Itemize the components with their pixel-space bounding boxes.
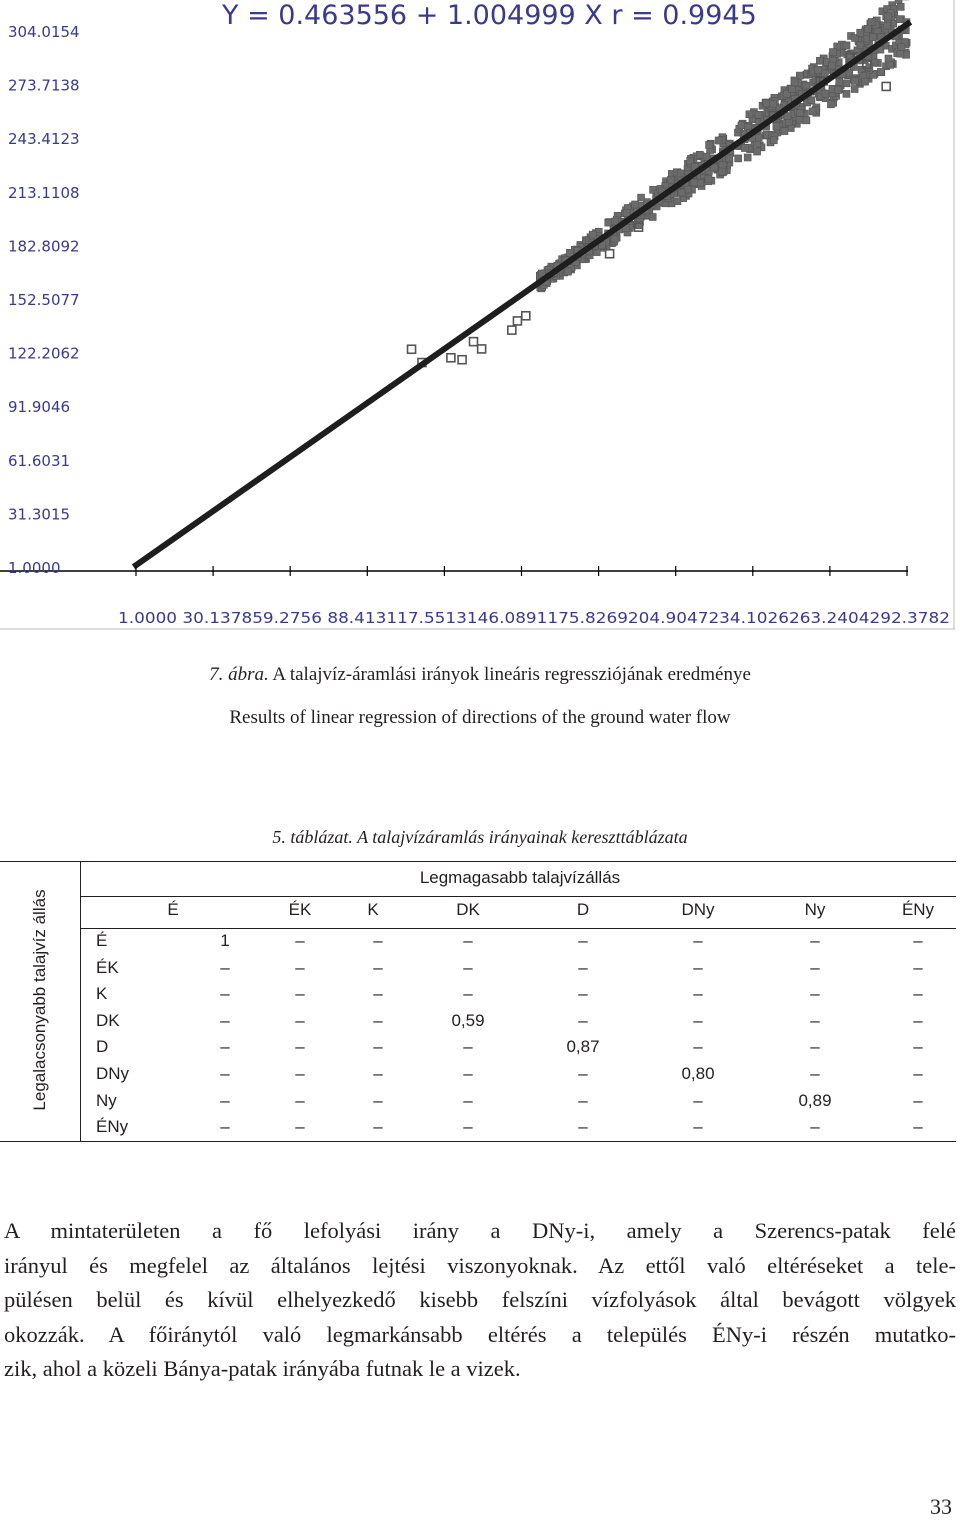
outlier-point: [522, 312, 530, 320]
table-cell: –: [373, 1010, 383, 1030]
table-title: 5. táblázat. A talajvízáramlás irányainak kereszttáblázata: [272, 827, 688, 847]
table-cell: –: [578, 1064, 588, 1083]
column-header: D: [576, 900, 590, 919]
y-tick-label: 273.7138: [8, 76, 80, 95]
y-tick-label: 152.5077: [8, 291, 80, 309]
data-point: [851, 85, 858, 92]
data-point: [836, 78, 843, 85]
regression-line-path: [136, 24, 908, 565]
data-point: [769, 100, 776, 107]
outlier-point: [478, 345, 486, 353]
y-tick-label: 31.3015: [8, 505, 71, 524]
column-header: É: [167, 900, 179, 919]
paragraph-line: pülésen belül és kívül elhelyezkedő kisebb felszíni vízfolyások által bevágott völgyek: [4, 1287, 956, 1312]
table-cell: –: [810, 931, 820, 950]
data-point: [843, 90, 850, 97]
table-cell: –: [373, 1064, 383, 1083]
paragraph-line: A mintaterületen a fő lefolyási irány a DNy-i, amely a Szerencs-patak felé: [4, 1218, 956, 1243]
table-cell: –: [810, 1010, 820, 1030]
table-cell: –: [373, 1090, 383, 1110]
data-point: [829, 49, 836, 56]
data-point: [887, 61, 894, 68]
data-point: [638, 194, 645, 201]
data-point: [797, 109, 804, 116]
table-cell: –: [463, 1064, 473, 1083]
data-point: [857, 29, 864, 36]
table-cell: –: [693, 957, 703, 977]
row-label: É: [96, 931, 108, 950]
row-label: DNy: [96, 1064, 130, 1083]
table-cell: –: [295, 984, 305, 1004]
outlier-point: [408, 345, 416, 353]
x-tick-labels-text: 1.0000 30.137859.2756 88.413117.5513146.0891175.8269204.9047234.1026263.2404292.3782: [118, 609, 950, 627]
data-point: [796, 116, 803, 123]
data-point: [773, 123, 780, 130]
outlier-point: [447, 354, 455, 362]
y-tick-label: 182.8092: [8, 237, 80, 256]
table-cell: –: [693, 1010, 703, 1030]
data-point: [816, 57, 823, 64]
data-point: [866, 64, 873, 71]
table-vertical-rule: [80, 862, 81, 1142]
data-point: [803, 117, 810, 124]
data-point: [677, 170, 684, 177]
data-point: [896, 16, 903, 23]
y-tick-label: 61.6031: [8, 451, 71, 470]
table-cell: –: [373, 984, 383, 1004]
table-cell: 1: [220, 931, 230, 950]
table-cell: –: [693, 984, 703, 1004]
table-cell: –: [295, 1090, 305, 1110]
outlier-point: [469, 338, 477, 346]
data-point: [755, 134, 762, 141]
y-tick-labels: [8, 23, 80, 577]
table-cell: –: [578, 1117, 588, 1137]
data-point: [862, 78, 869, 85]
table-cell: –: [220, 1037, 230, 1057]
chart-title: Y = 0.463556 + 1.004999 X r = 0.9945: [222, 0, 757, 31]
table-cell: –: [913, 957, 923, 977]
outlier-point: [513, 317, 521, 325]
table-cell: –: [463, 984, 473, 1004]
figure-caption-english: Results of linear regression of directions of the ground water flow: [229, 707, 731, 728]
table-cell: –: [373, 957, 383, 977]
table-cell: –: [220, 984, 230, 1004]
table-cell: 0,80: [681, 1064, 715, 1083]
data-point: [791, 79, 798, 86]
data-point: [706, 141, 713, 148]
data-point: [868, 18, 875, 25]
data-point: [808, 97, 815, 104]
outlier-point: [606, 250, 614, 258]
data-point: [843, 80, 850, 87]
data-point: [821, 70, 828, 77]
data-point: [846, 70, 853, 77]
data-point: [611, 236, 618, 243]
table-cell: –: [220, 1090, 230, 1110]
figure-caption-label: 7. ábra.: [209, 664, 269, 685]
table-cell: –: [220, 1117, 230, 1137]
table-cell: –: [810, 1117, 820, 1137]
table-cell: 0,87: [566, 1037, 600, 1057]
outlier-point: [508, 326, 516, 334]
table-cell: –: [810, 1064, 820, 1083]
table-header-rule: [80, 896, 956, 897]
data-point: [884, 22, 891, 29]
data-point: [703, 153, 710, 160]
data-point: [829, 62, 836, 69]
data-point: [822, 90, 829, 97]
regression-line: [136, 24, 908, 565]
data-point: [623, 210, 630, 217]
table-cell: –: [693, 1090, 703, 1110]
row-label: DK: [96, 1010, 120, 1030]
data-point: [719, 168, 726, 175]
y-tick-label: 243.4123: [8, 130, 80, 149]
data-point: [741, 145, 748, 152]
data-point: [715, 137, 722, 144]
table-cell: –: [693, 1117, 703, 1137]
table-cell: –: [578, 957, 588, 977]
y-tick-label: 91.9046: [8, 398, 71, 417]
column-header: DNy: [681, 900, 715, 919]
paragraph-line: zik, ahol a közeli Bánya-patak irányába futnak le a vizek.: [4, 1356, 521, 1381]
y-tick-label: 213.1108: [8, 183, 80, 202]
table-cell: –: [913, 1064, 923, 1083]
table-cell: –: [913, 984, 923, 1004]
table-cell: –: [373, 931, 383, 950]
table-cell: –: [220, 1010, 230, 1030]
table-cell: –: [463, 931, 473, 950]
y-tick-label: 304.0154: [8, 23, 80, 41]
table-cell: –: [578, 984, 588, 1004]
row-axis-label: Legalacsonyabb talajvíz állás: [30, 889, 49, 1111]
row-label: Ny: [96, 1090, 117, 1110]
table-cell: –: [295, 1010, 305, 1030]
data-point: [884, 13, 891, 20]
table-cell: –: [220, 1064, 230, 1083]
x-tick-labels: [118, 566, 950, 627]
data-point: [869, 34, 876, 41]
data-point: [763, 100, 770, 107]
data-point: [674, 198, 681, 205]
table-cell: –: [373, 1037, 383, 1057]
data-point: [898, 44, 905, 51]
data-point: [564, 268, 571, 275]
table-cell: –: [578, 1090, 588, 1110]
table-cell: –: [810, 1037, 820, 1057]
column-header: DK: [456, 900, 480, 919]
data-point: [705, 175, 712, 182]
body-paragraph: [4, 1214, 956, 1387]
row-label: ÉNy: [96, 1117, 129, 1137]
data-point: [649, 213, 656, 220]
table-cell: 0,89: [798, 1090, 832, 1110]
table-cell: –: [810, 957, 820, 977]
table-cell: –: [295, 1064, 305, 1083]
data-point: [726, 155, 733, 162]
data-point: [744, 154, 751, 161]
table-cell: –: [913, 1037, 923, 1057]
data-point: [566, 249, 573, 256]
data-point: [895, 0, 902, 3]
table-bottom-rule: [0, 1141, 956, 1142]
table-cell: 0,59: [451, 1010, 485, 1030]
table-cell: –: [578, 931, 588, 950]
data-point: [897, 3, 904, 10]
table-cell: –: [373, 1117, 383, 1137]
data-point: [755, 111, 762, 118]
data-point: [897, 50, 904, 57]
table-cell: –: [295, 1117, 305, 1137]
table-cell: –: [463, 1117, 473, 1137]
data-point: [719, 162, 726, 169]
table-cell: –: [463, 1090, 473, 1110]
table-cell: –: [913, 1010, 923, 1030]
table-columns-rule: [80, 928, 956, 929]
column-header: Ny: [804, 900, 826, 919]
data-point: [691, 179, 698, 186]
data-point: [809, 108, 816, 115]
table-cell: –: [295, 957, 305, 977]
data-point: [770, 137, 777, 144]
table-cell: –: [220, 957, 230, 977]
data-point: [754, 148, 761, 155]
column-header: ÉNy: [901, 900, 935, 919]
page-number: 33: [930, 1494, 952, 1519]
data-point: [735, 155, 742, 162]
paragraph-line: okozzák. A főiránytól való legmarkánsabb eltérés a település ÉNy-i részén mutatko-: [4, 1321, 956, 1347]
column-header: ÉK: [288, 900, 312, 919]
outlier-point: [458, 356, 466, 364]
data-point: [851, 77, 858, 84]
y-tick-label: 122.2062: [8, 344, 80, 363]
table-cell: –: [913, 1090, 923, 1110]
data-point: [843, 42, 850, 49]
row-label: K: [96, 984, 108, 1004]
data-point: [781, 128, 788, 135]
table-top-rule: [0, 861, 956, 862]
data-point: [885, 55, 892, 62]
data-point: [589, 231, 596, 238]
table-cell: –: [463, 1037, 473, 1057]
table-cell: –: [463, 957, 473, 977]
data-point: [827, 101, 834, 108]
figure-caption: [0, 664, 960, 686]
table-cell: –: [578, 1010, 588, 1030]
data-point: [857, 42, 864, 49]
data-point: [815, 66, 822, 73]
data-point: [877, 68, 884, 75]
table-cell: –: [913, 931, 923, 950]
row-label: ÉK: [96, 957, 119, 977]
paragraph-line: irányul és megfelel az általános lejtési viszonyoknak. Az ettől való eltéréseket a tele-: [4, 1252, 956, 1278]
table-cell: –: [913, 1117, 923, 1137]
table-cell: –: [693, 931, 703, 950]
table-cell: –: [693, 1037, 703, 1057]
table-cell: –: [295, 1037, 305, 1057]
data-point: [746, 111, 753, 118]
column-axis-label: Legmagasabb talajvízállás: [419, 868, 621, 887]
data-point: [864, 25, 871, 32]
table-cell: –: [295, 931, 305, 950]
data-point: [696, 151, 703, 158]
data-point: [678, 189, 685, 196]
data-point: [632, 201, 639, 208]
outlier-point: [882, 82, 890, 90]
data-point: [605, 219, 612, 226]
data-point: [835, 86, 842, 93]
regression-scatter-chart: [0, 0, 960, 640]
figure-caption-text: A talajvíz-áramlási irányok lineáris regressziójának eredménye: [272, 664, 751, 685]
data-point: [738, 122, 745, 129]
table-cell: –: [810, 984, 820, 1004]
row-label: D: [96, 1037, 109, 1057]
column-header: K: [367, 900, 379, 919]
y-tick-label: 1.0000: [8, 559, 61, 577]
